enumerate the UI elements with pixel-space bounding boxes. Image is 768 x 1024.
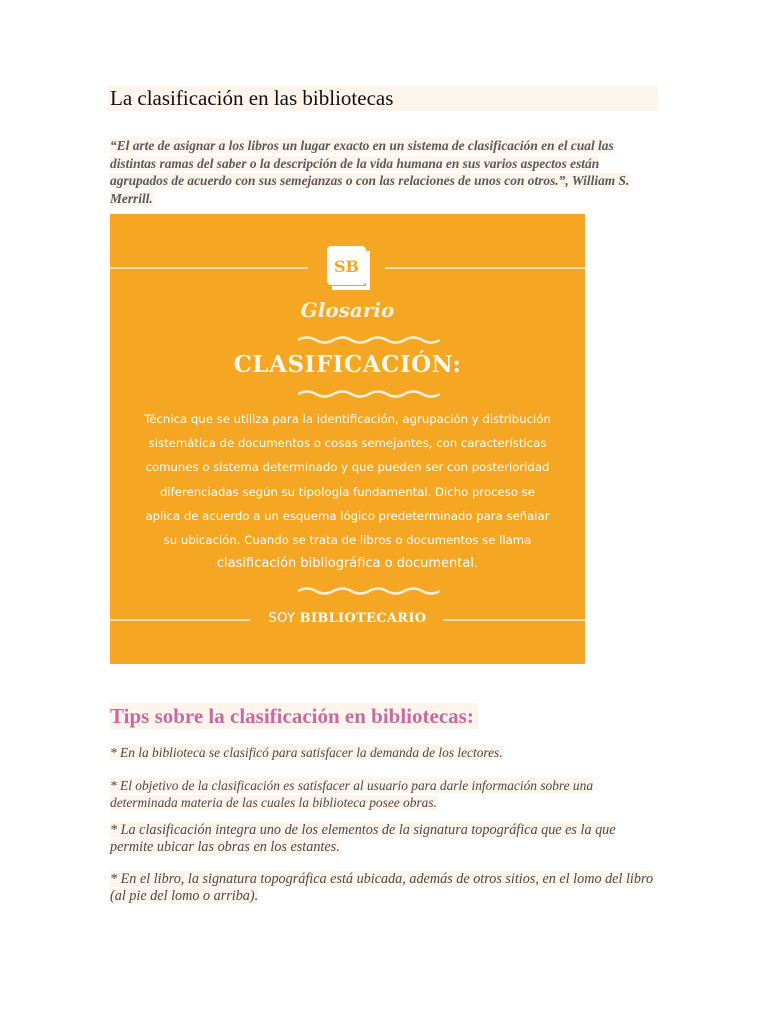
glossary-infographic [110,214,585,664]
top-right-rule [385,267,585,269]
card-subtitle: Glosario [300,298,395,322]
tip-item [110,871,655,905]
page-title: La clasificación en las bibliotecas [110,86,394,110]
brand-footer [110,611,585,626]
tip-text: * El objetivo de la clasificación es satisfacer al usuario para darle información sobre una determinada materia de las cuales la biblioteca posee obras. [110,778,594,810]
logo-text: SB [333,257,360,276]
tips-heading: Tips sobre la clasificación en bibliotecas: [110,703,478,729]
epigraph-quote [110,137,650,207]
wave-divider-middle [298,389,440,399]
brand-prefix: SOY [268,611,296,626]
definition-line: su ubicación. Cuando se trata de libros o documentos se llama [163,533,532,548]
card-heading: CLASIFICACIÓN: [233,351,462,378]
definition-line: aplica de acuerdo a un esquema lógico predeterminado para señalar [145,508,550,523]
definition-line: Técnica que se utiliza para la identificación, agrupación y distribución [144,412,551,426]
tip-item [110,744,655,761]
definition-line: sistemática de documentos o cosas semejantes, con características [148,436,547,451]
definition-line: comunes o sistema determinado y que pueden ser con posterioridad [145,460,550,475]
definition-line: clasificación bibliográfica o documental. [216,556,479,572]
tip-item [110,777,655,811]
book-logo-icon [326,245,371,291]
tip-item [110,822,655,856]
wave-divider-bottom [298,586,440,596]
definition-line: diferenciadas según su tipología fundamental. Dicho proceso se [160,484,535,499]
tip-text: * La clasificación integra uno de los elementos de la signatura topográfica que es la que permite ubicar las obras en los estantes. [110,822,616,855]
epigraph-quote-text: “El arte de asignar a los libros un lugar exacto en un sistema de clasificación en el cual las distintas ramas del saber o la descripción de la vida humana en sus varios aspectos están agrupados de acuerdo con sus semejanzas o con las relaciones de unos con otros.”, William S. Merrill. [110,138,630,206]
tip-text: * En el libro, la signatura topográfica está ubicada, además de otros sitios, en el lomo del libro (al pie del lomo o arriba). [110,871,654,904]
tip-text: * En la biblioteca se clasificó para satisfacer la demanda de los lectores. [110,745,503,760]
definition-text [124,407,571,576]
brand-name: BIBLIOTECARIO [299,611,427,626]
wave-divider-top [298,335,440,345]
top-left-rule [110,267,308,269]
